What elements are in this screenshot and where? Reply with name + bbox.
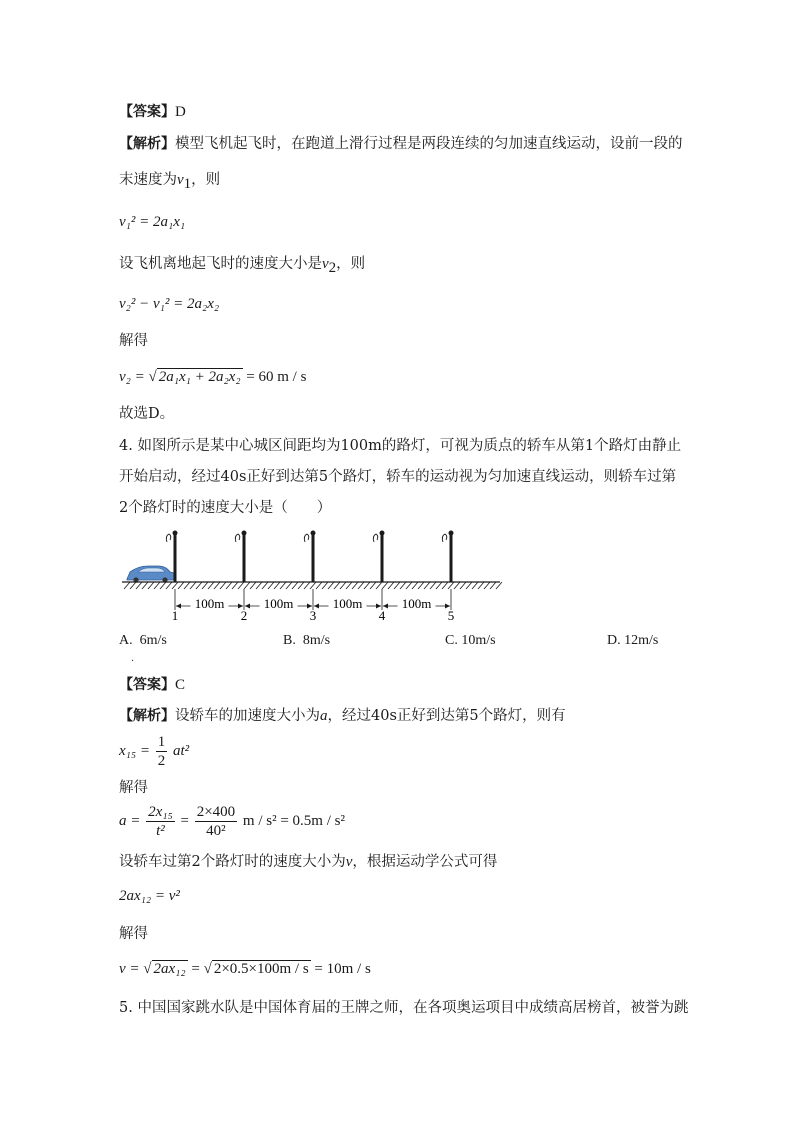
q4-solve-label-1: 解得 — [119, 780, 148, 796]
eq2-rhs: m / s² = 0.5m / s² — [242, 812, 345, 829]
distance-marker — [176, 596, 243, 611]
option-b[interactable]: B. 8m/s — [283, 633, 331, 648]
equals-sign: = — [191, 961, 200, 977]
eq1-lhs: x₁₅ = — [119, 742, 150, 759]
v1-symbol: v — [177, 172, 184, 188]
velocity-text: ，根据运动学公式可得 — [352, 854, 498, 870]
fraction-half: $\frac{1}{2}$ — [157, 734, 166, 769]
distance-label: 100m — [263, 596, 294, 611]
analysis-tag: 【解析】 — [119, 136, 175, 152]
q4-stem-line1 — [119, 436, 681, 456]
q4-stem-line3: 2个路灯时的速度大小是（ ） — [119, 500, 332, 516]
analysis-tag: 【解析】 — [119, 708, 175, 724]
distance-marker — [314, 596, 381, 611]
analysis-text: 模型飞机起飞时，在跑道上滑行过程是两段连续的匀加速直线运动，设前一段的 — [175, 136, 683, 152]
distance-label: 100m — [332, 596, 363, 611]
street-lamp-figure — [118, 522, 508, 624]
sqrt-sign: √ — [143, 961, 152, 977]
eq4-rhs: = 10m / s — [314, 961, 371, 977]
q3-analysis-line2 — [119, 170, 220, 190]
car-icon — [127, 566, 175, 583]
stem-text: 如图所示是某中心城区间距均为100m的路灯，可视为质点的轿车从第1个路灯由静止 — [137, 438, 682, 454]
eq1-rhs: at² — [172, 742, 190, 759]
q4-equation-1 — [119, 733, 189, 770]
analysis-text: 末速度为 — [119, 172, 177, 188]
street-lamp-5 — [442, 531, 454, 624]
answer-value: C — [175, 677, 186, 693]
v-symbol: v — [345, 854, 353, 870]
stem-text: 中国国家跳水队是中国体育届的王牌之师，在各项奥运项目中成绩高居榜首，被誉为跳 — [137, 1000, 689, 1016]
sqrt-sign: √ — [148, 369, 157, 385]
lamp-number-label: 2 — [240, 608, 248, 623]
ground — [122, 582, 502, 589]
option-d[interactable]: D. 12m/s — [607, 633, 659, 648]
eq3-rhs: = 60 m / s — [246, 369, 307, 385]
q3-v2-line: 设飞机离地起飞时的速度大小是$v_2$，则 — [119, 256, 366, 276]
street-lamp-3 — [304, 531, 316, 624]
lamp-number-label: 4 — [378, 608, 386, 623]
velocity-text: 设轿车过第2个路灯时的速度大小为 — [119, 854, 346, 870]
distance-label: 100m — [194, 596, 225, 611]
q4-equation-4 — [119, 959, 371, 979]
then-text: ，则 — [336, 256, 366, 272]
question-number: 4. — [119, 438, 133, 454]
answer-tag: 【答案】 — [119, 677, 175, 693]
a-symbol: a — [320, 708, 328, 724]
sqrt-sign: √ — [203, 961, 212, 977]
answer-value: D — [175, 104, 186, 120]
q4-analysis-line1 — [119, 706, 566, 726]
q3-solve-label: 解得 — [119, 333, 148, 349]
q4-equation-3: 2ax₁₂ = v² — [119, 888, 180, 904]
q4-answer-line — [119, 675, 185, 695]
question-number: 5. — [119, 1000, 133, 1016]
answer-tag: 【答案】 — [119, 104, 175, 120]
eq4-radicand-1: 2ax₁₂ — [153, 961, 186, 977]
distance-label: 100m — [401, 596, 432, 611]
fraction-2x15-t2: $\frac{\text{2x₁₅}}{\text{t²}}$ — [148, 804, 173, 839]
decorative-dot: . — [131, 653, 135, 664]
street-lamp-2 — [235, 531, 247, 624]
eq4-lhs: v = — [119, 961, 140, 977]
analysis-text: ，经过40s正好到达第5个路灯，则有 — [327, 708, 566, 724]
eq2-lhs: a = — [119, 812, 141, 829]
q5-stem-line1 — [119, 998, 688, 1018]
distance-marker — [383, 596, 450, 611]
fraction-2x400: $\frac{2\times 400}{\text{40²}}$ — [196, 804, 236, 839]
q4-equation-2 — [119, 803, 345, 840]
option-c[interactable]: C. 10m/s — [445, 633, 496, 648]
lamp-number-label: 5 — [447, 608, 455, 623]
analysis-text: 设轿车的加速度大小为 — [175, 708, 320, 724]
q3-equation-3 — [119, 367, 306, 387]
eq4-radicand-2: 2×0.5×100m / s — [213, 961, 309, 977]
q3-equation-1: v₁² = 2a₁x₁ — [119, 214, 186, 230]
q4-stem-line2: 开始启动，经过40s正好到达第5个路灯，轿车的运动视为匀加速直线运动，则轿车过第 — [119, 469, 677, 485]
eq3-lhs: v₂ = — [119, 369, 145, 385]
eq3-radicand: 2a₁x₁ + 2a₂x₂ — [158, 369, 241, 385]
equals-sign: = — [180, 812, 189, 829]
distance-marker — [245, 596, 312, 611]
lamp-number-label: 1 — [171, 608, 179, 623]
v2-text: 设飞机离地起飞时的速度大小是 — [119, 256, 322, 272]
q3-conclusion: 故选D。 — [119, 406, 175, 422]
q3-answer-line — [119, 102, 186, 122]
q3-equation-2: v₂² − v₁² = 2a₂x₂ — [119, 296, 220, 312]
v1-subscript: 1 — [183, 175, 192, 192]
lamp-number-label: 3 — [309, 608, 317, 623]
q4-solve-label-2: 解得 — [119, 926, 148, 942]
q4-velocity-line — [119, 852, 497, 872]
q3-analysis-line1 — [119, 134, 683, 154]
street-lamp-4 — [373, 531, 385, 624]
then-text: ，则 — [191, 172, 221, 188]
option-a[interactable]: A. 6m/s — [119, 633, 167, 648]
